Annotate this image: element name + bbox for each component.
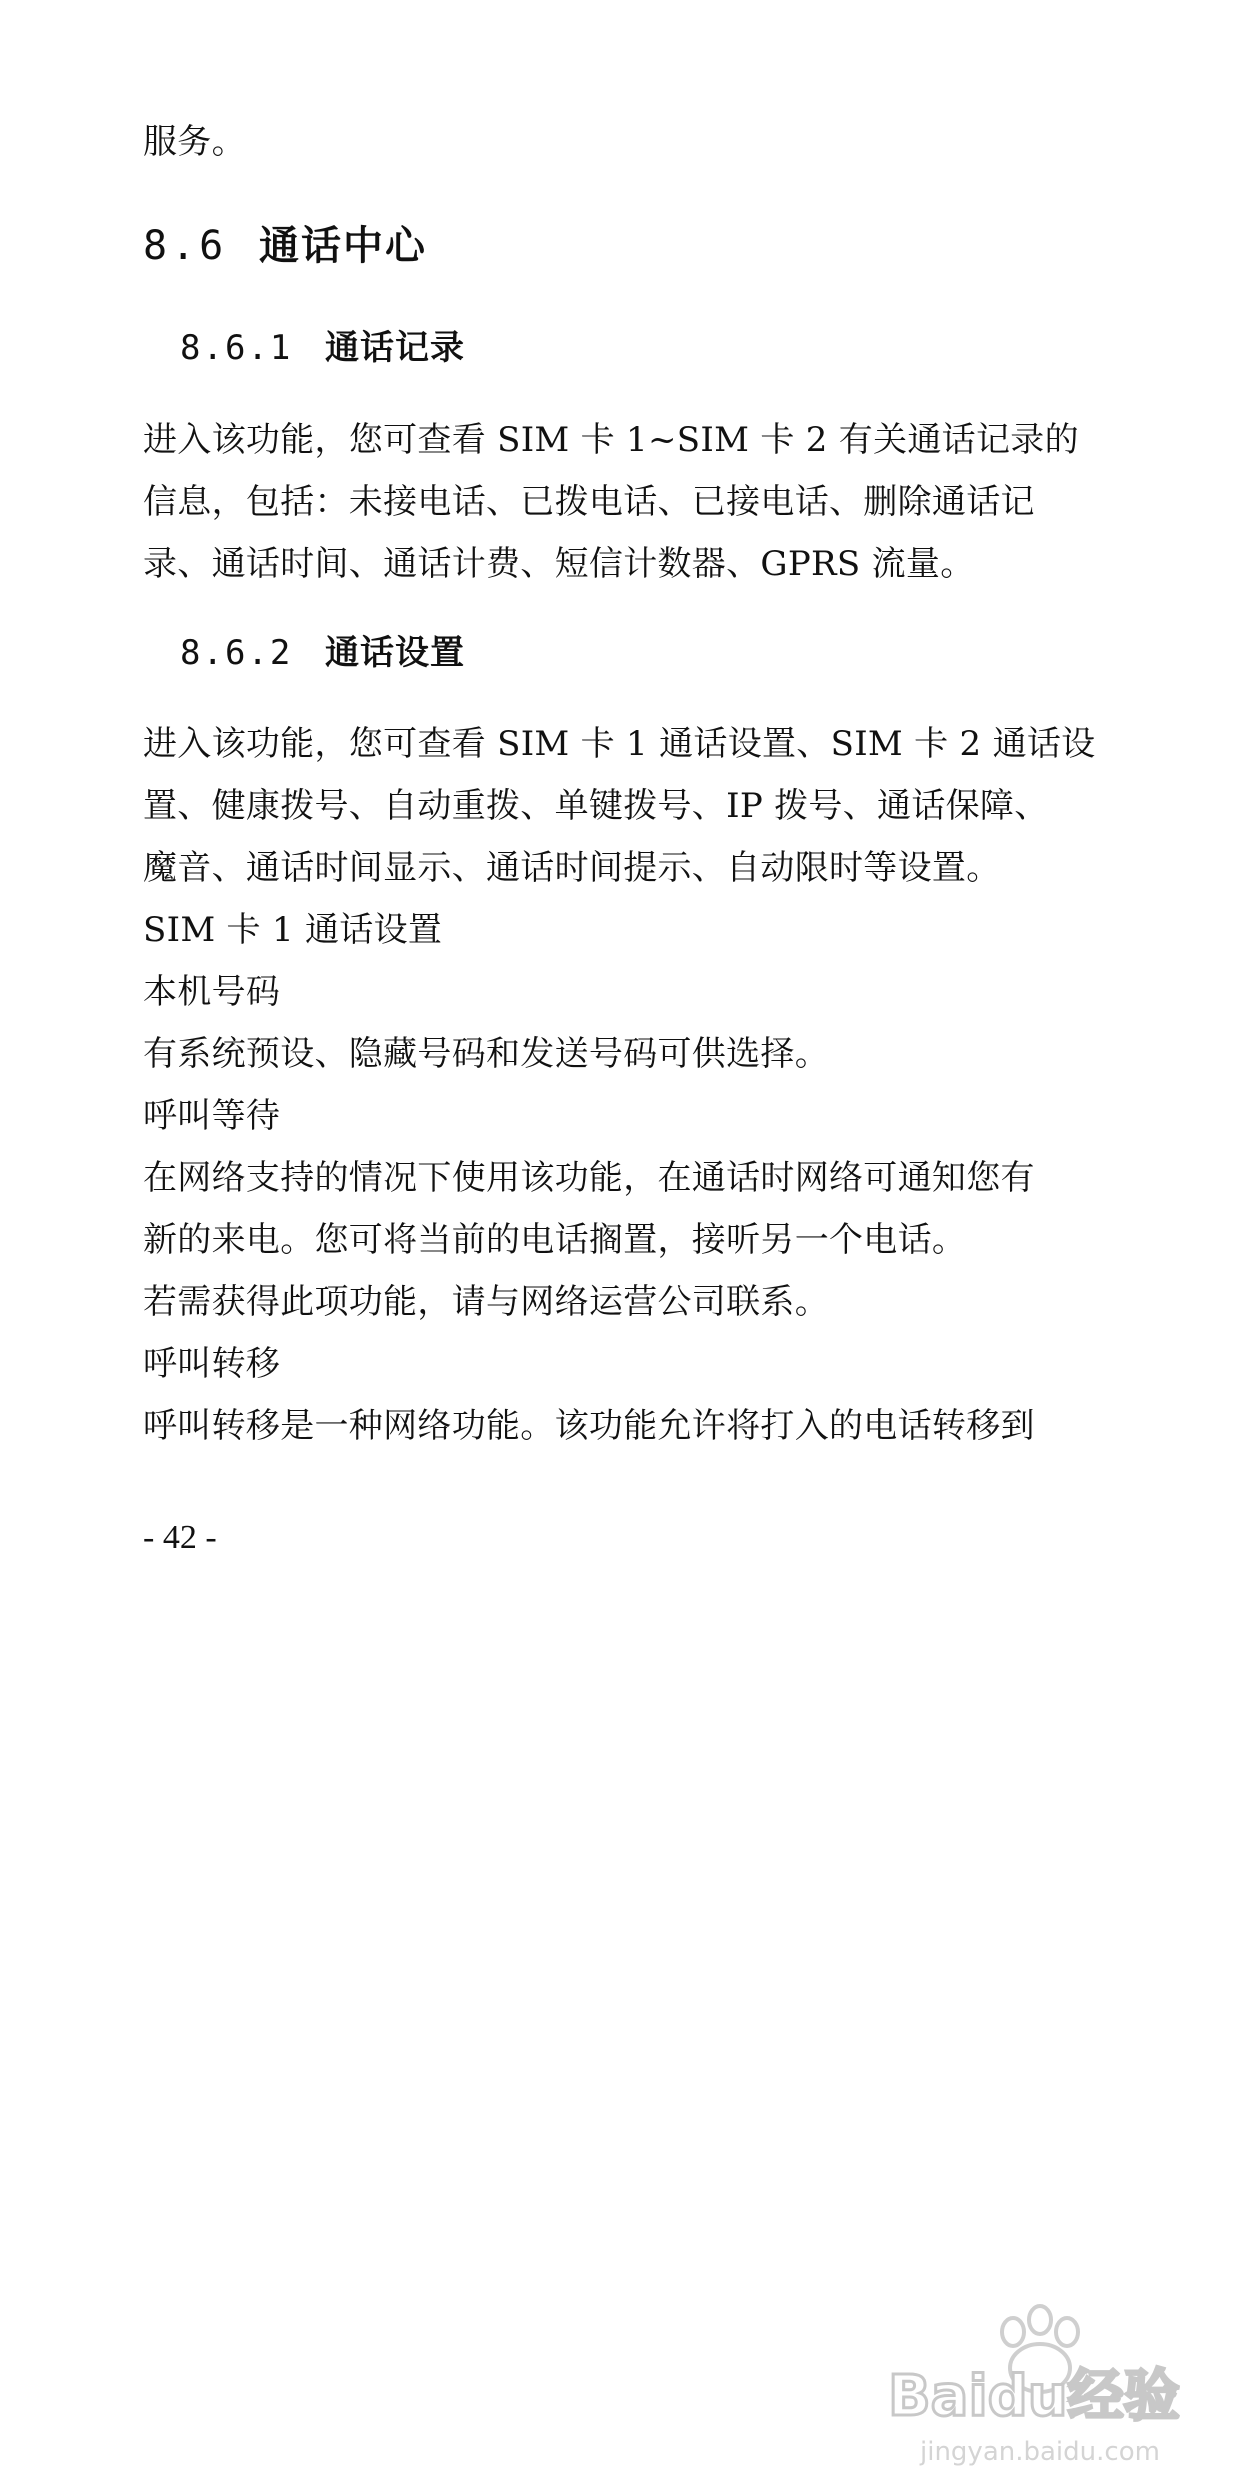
subsection-heading-8-6-2	[180, 632, 465, 674]
subsection-title: 通话设置	[325, 633, 465, 673]
paragraph-line: 若需获得此项功能，请与网络运营公司联系。	[143, 1282, 829, 1322]
section-number: 8.6	[143, 223, 228, 269]
subsection-title: 通话记录	[325, 328, 465, 368]
paragraph-line: 在网络支持的情况下使用该功能，在通话时网络可通知您有	[143, 1158, 1035, 1198]
page-number: - 42 -	[143, 1519, 217, 1556]
paragraph-line: 本机号码	[143, 972, 281, 1012]
subsection-number: 8.6.2	[180, 633, 293, 673]
paragraph-line: 新的来电。您可将当前的电话搁置，接听另一个电话。	[143, 1220, 967, 1260]
paragraph-line: 进入该功能，您可查看 SIM 卡 1 通话设置、SIM 卡 2 通话设	[143, 724, 1096, 764]
paw-logo-icon	[880, 2290, 1220, 2470]
baidu-jingyan-watermark	[880, 2290, 1220, 2470]
paragraph-line: 置、健康拨号、自动重拨、单键拨号、IP 拨号、通话保障、	[143, 786, 1049, 826]
paragraph-line: 有系统预设、隐藏号码和发送号码可供选择。	[143, 1034, 829, 1074]
paragraph-line: 呼叫转移	[143, 1344, 281, 1384]
paragraph-line: 魔音、通话时间显示、通话时间提示、自动限时等设置。	[143, 848, 1001, 888]
paragraph-line: 录、通话时间、通话计费、短信计数器、GPRS 流量。	[143, 544, 975, 584]
section-title: 通话中心	[259, 222, 427, 269]
paragraph-line: 信息，包括：未接电话、已拨电话、已接电话、删除通话记	[143, 482, 1035, 522]
paragraph-line: 呼叫等待	[143, 1096, 281, 1136]
paragraph-line: SIM 卡 1 通话设置	[143, 910, 443, 950]
section-heading-8-6	[143, 222, 427, 270]
paragraph-line: 进入该功能，您可查看 SIM 卡 1~SIM 卡 2 有关通话记录的	[143, 420, 1079, 460]
paragraph-line: 呼叫转移是一种网络功能。该功能允许将打入的电话转移到	[143, 1406, 1035, 1446]
watermark-url-text: jingyan.baidu.com	[920, 2437, 1160, 2467]
watermark-brand-text: Baidu经验	[888, 2364, 1180, 2429]
text-line-continuation: 服务。	[143, 122, 246, 162]
subsection-number: 8.6.1	[180, 328, 293, 368]
subsection-heading-8-6-1	[180, 327, 465, 369]
